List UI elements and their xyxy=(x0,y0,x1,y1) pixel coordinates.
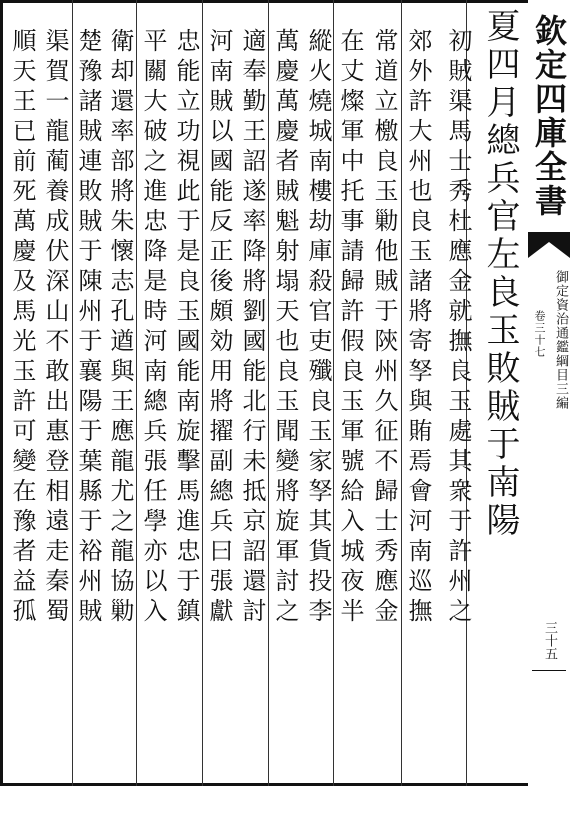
text-column: 適奉勤王詔遂率降將劉國能北行未抵京詔還討 xyxy=(238,28,266,628)
page-number: 三十五 xyxy=(542,620,557,660)
text-column: 萬慶萬慶者賊魁射塌天也良玉聞變將旋軍討之 xyxy=(271,28,299,628)
text-column: 縱火燒城南樓劫庫殺官吏殲良玉家孥其貨投李 xyxy=(304,28,332,628)
text-column: 衛却還率部將朱懷志孔遒與王應龍尤之龍協勦 xyxy=(106,28,134,628)
collection-title: 欽定四庫全書 xyxy=(530,14,568,218)
volume-label: 卷三十七 xyxy=(533,310,546,358)
text-column: 平關大破之進忠降是時河南總兵張任學亦以入 xyxy=(139,28,167,628)
fishtail-mark-icon xyxy=(528,234,570,260)
text-column: 在丈燦軍中托事請歸許假良玉軍號給入城夜半 xyxy=(336,28,364,628)
text-column: 河南賊以國能反正後頗効用將擢副總兵曰張獻 xyxy=(205,28,233,628)
text-column: 郊外許大州也良玉諸將寄孥與賄焉會河南巡撫 xyxy=(404,28,432,628)
text-column: 渠賀一龍蔺養成伏深山不敢出惠登相遠走秦蜀 xyxy=(41,28,69,628)
section-heading: 夏四月總兵官左良玉敗賊于南陽 xyxy=(480,8,520,540)
divider xyxy=(532,670,566,671)
text-column: 常道立檄良玉勦他賊于陝州久征不歸士秀應金 xyxy=(370,28,398,628)
text-column: 初賊渠馬士秀杜應金就撫良玉處其衆于許州之 xyxy=(444,28,472,628)
text-column: 順天王已前死萬慶及馬光玉許可變在豫者益孤 xyxy=(8,28,36,628)
margin-strip xyxy=(528,0,570,790)
text-column: 楚豫諸賊連敗賊于陳州于襄陽于葉縣于裕州賊 xyxy=(74,28,102,628)
text-column: 忠能立功視此于是良玉國能南旋擊馬進忠于鎮 xyxy=(172,28,200,628)
book-title: 御定資治通鑑綱目三編 xyxy=(553,270,568,410)
